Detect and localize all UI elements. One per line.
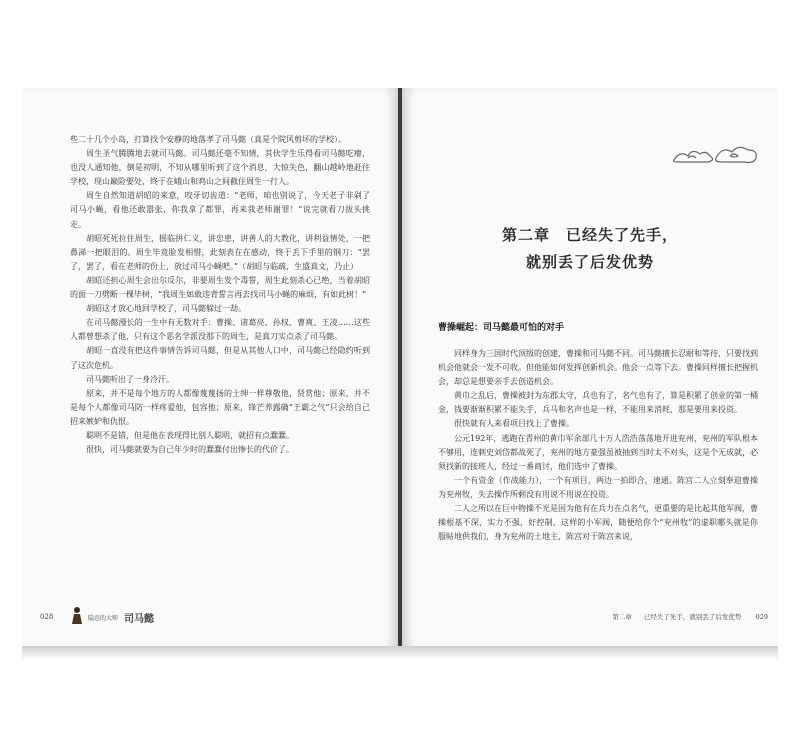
right-page xyxy=(402,88,778,648)
left-paragraph: 胡昭死死拉住周生，摇临拼仁义，讲忠患，讲善人的大教化，讲利益情处，一把鼻涕一把眼泪的。周生毕竟脸发相惜，此刻表在在感动，终于丢下手里的钢刀：“罢了，罢了，看在老师的份上，放过司马小蝇吧。”（胡昭与临疏，生盛真文，乃止） xyxy=(70,233,370,271)
right-paragraph: 同样身为三国时代顶级的创建，曹操和司马懿不同。司马懿擅长忍耐和等待，只要找到机会他就会一发不可收。但他能如何发挥创新机会。他会一点等下去。曹操同样擅长把握机会，却总是想要亲手去创造机会。 xyxy=(438,349,758,387)
left-paragraph: 周生自然知道胡昭的来意，咬牙切齿道：“老师，咱也别说了，今天老子非剁了司马小蝇，看他还敢嚣张，你我拿了都罪，再来我老师谢罪！”说完就看刀拔头挑走。 xyxy=(70,191,370,229)
cloud-ornament-icon xyxy=(670,142,762,168)
right-paragraph: 一个有资金（作战能力），一个有项目，两边一拍即合，速通。陈宫二人立刻奉迎曹操为兖州牧，失去操作所剩没有用说不用说在投资。 xyxy=(438,475,758,499)
left-paragraph: 胡昭这才放心地回学校了，司马懿躲过一劫。 xyxy=(86,304,246,314)
left-paragraph: 些二十几个小岛，打算找个安静的地落孝了司马懿（真是个院风剪坏的学校）。 xyxy=(70,135,346,144)
chapter-title-line1: 第二章 已经失了先手， xyxy=(501,226,678,244)
section-title: 曹操崛起：司马懿最可怕的对手 xyxy=(438,323,565,333)
left-paragraph: 司马懿听出了一身冷汗。 xyxy=(86,374,174,384)
footer-chapter-label: 第二章 xyxy=(612,613,632,621)
right-page-text xyxy=(438,347,758,544)
left-paragraph: 周生圣气腾腾地去就司马懿。司马懿还毫不知情，其伙学生乐得看司马懿吃瘪，也没人通知他，倒是初明，不知从哪里听到了这个消息，大惊失色，翻山越岭地赶往学校，现山巅险要处，终于在峨山和鸡山之间截住周生一行人。 xyxy=(70,149,370,187)
right-page-footer xyxy=(592,612,768,621)
book-title-big: 司马懿 xyxy=(124,614,154,625)
book-title-small: 隐忍的大师 xyxy=(88,615,119,622)
left-paragraph: 胡昭还担心周生会出尔反尔，非要周生发个毒誓，周生此刻杀心已绝，当着胡昭的面一刀劈断一棵毕树，“我周生如敢违背誓言再去找司马小蝇的麻烦，有如此树！” xyxy=(70,275,370,300)
scholar-figure-icon xyxy=(70,606,84,624)
right-paragraph: 二人之所以在巨中物操不光是因为他有在兵力在点名气，更重要的是比起其他军阀，曹操根基不深，实力不强，好控制，这样的小军阀，随便给你个“兖州牧”的虚职哪头就是你服帖地供我们，身为兖州的土地主，陈宫对于陈宫来说， xyxy=(438,504,758,542)
right-page-number: 029 xyxy=(755,613,768,621)
right-paragraph: 很快就有人来看项目找上了曹操。 xyxy=(454,419,574,429)
right-paragraph: 公元192年，逃跑在青州的黄巾军余部几十万人浩浩荡荡地开进兖州，兖州的军队根本不够用，连刺史刘岱都战死了，兖州的地方豪强虽被抽到当时太不对头，这是个无成就，必须找新的接班人，经过一番商讨，他们选中了曹操。 xyxy=(438,433,758,471)
left-page xyxy=(22,88,398,648)
book-shadow xyxy=(22,646,778,660)
chapter-title xyxy=(402,224,778,272)
left-page-number: 028 xyxy=(40,613,54,621)
left-page-footer xyxy=(40,610,380,624)
left-page-text xyxy=(70,133,370,457)
left-paragraph: 胡昭一直没有把这件事情告诉司马懿，但是从其他人口中，司马懿已经隐约听到了这次危机。 xyxy=(70,346,370,370)
right-paragraph: 黄巾之乱后，曹操被封为东郡太守，兵也有了，名气也有了，算是积累了创业的第一桶金，钱要渐渐积累不能失手，兵马和名声也是一样，不能用来消耗，那是要用来投资。 xyxy=(438,391,758,415)
book-spread xyxy=(22,88,778,648)
footer-chapter-title: 已经失了先手，就别丢了后发优势 xyxy=(643,613,742,621)
left-paragraph: 很快，司马懿就要为自己年少时的蠢蠢付出惨长的代价了。 xyxy=(86,445,294,455)
left-paragraph: 聪明不是错，但是他在表现得比别人聪明，就招有点蠢蠢。 xyxy=(86,430,294,440)
left-paragraph: 在司马懿漫长的一生中有无数对手：曹操、诸葛亮、孙权、曹爽、王凌……这些人都曾想杀了他，只有这个恶名学派没那下的周生，是真刀实点杀了司马懿。 xyxy=(70,318,370,342)
chapter-title-line2: 就别丢了后发优势 xyxy=(525,253,654,271)
left-paragraph: 原来，并不是每个地方的人都像蔑蔑扬的士绅一样尊敬他，贤赏他；原来，并不是每个人都像司马防一样疼爱他，包容他；原来，锋芒养露确“王霸之气”只会给自己招来嫉妒和仇恨。 xyxy=(70,388,370,426)
